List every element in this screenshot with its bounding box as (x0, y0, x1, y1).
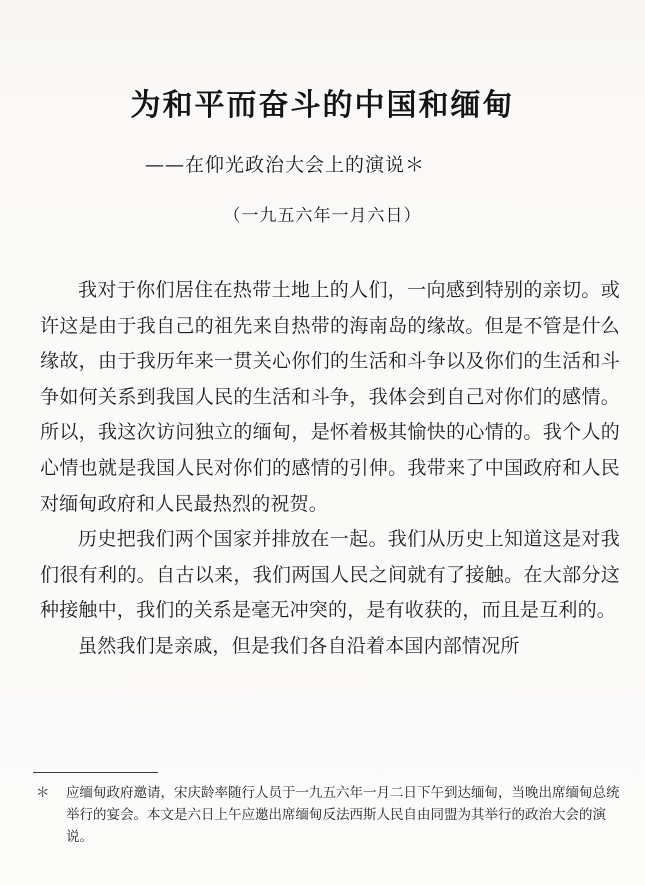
paragraph-1: 我对于你们居住在热带土地上的人们，一向感到特别的亲切。或许这是由于我自己的祖先来自热带的海南岛的缘故。但是不管是什么缘故，由于我历年来一贯关心你们的生活和斗争以及你们的生活和斗争如何关系到我国人民的生活和斗争，我体会到自己对你们的感情。所以，我这次访问独立的缅甸，是怀着极其愉快的心情的。我个人的心情也就是我国人民对你们的感情的引伸。我带来了中国政府和人民对缅甸政府和人民最热烈的祝贺。 (40, 279, 620, 515)
footnote (36, 782, 626, 848)
paragraph-3: 虽然我们是亲戚，但是我们各自沿着本国内部情况所 (78, 634, 520, 657)
footnote-divider (33, 772, 158, 773)
page-subtitle: ——在仰光政治大会上的演说＊ (145, 154, 426, 176)
footnote-mark: ＊ (36, 785, 50, 801)
paragraph-2: 历史把我们两个国家并排放在一起。我们从历史上知道这是对我们很有利的。自古以来，我们两国人民之间就有了接触。在大部分这种接触中，我们的关系是毫无冲突的，是有收获的，而且是互利的。 (40, 528, 620, 622)
footnote-text: 应缅甸政府邀请，宋庆龄率随行人员于一九五六年一月二日下午到达缅甸，当晚出席缅甸总统举行的宴会。本文是六日上午应邀出席缅甸反法西斯人民自由同盟为其举行的政治大会的演说。 (66, 785, 620, 845)
page-title: 为和平而奋斗的中国和缅甸 (130, 88, 515, 123)
speech-body (40, 273, 620, 665)
speech-date: （一九五六年一月六日） (223, 206, 422, 226)
